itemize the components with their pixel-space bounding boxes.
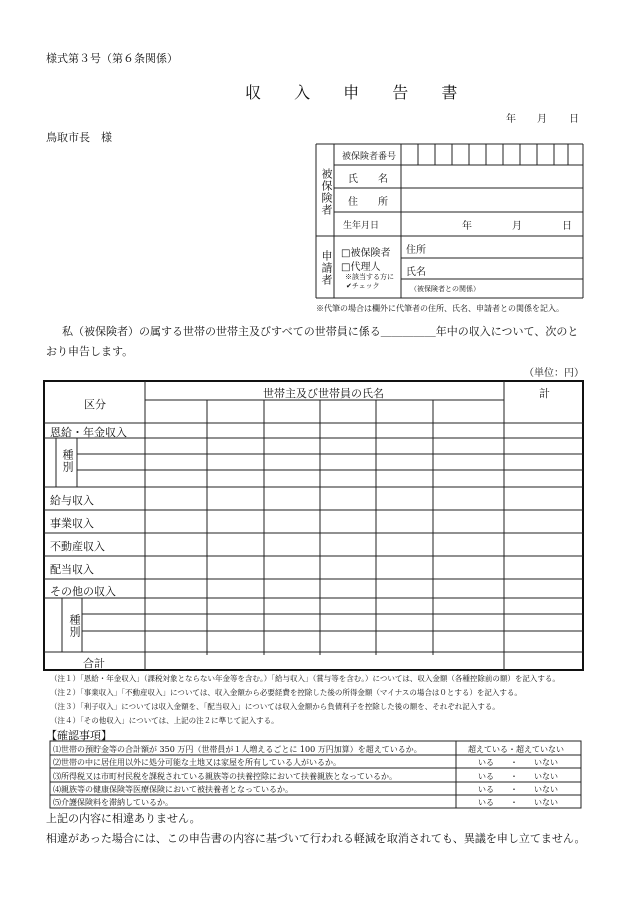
check-note-2: ✔チェック: [346, 282, 380, 290]
birth-year: 年: [462, 221, 472, 232]
confirm-question-5: ⑸介護保険料を滞納しているか。: [53, 798, 173, 807]
statement-part-2: 年中の収入について、次のと: [435, 325, 579, 338]
insured-vertical-label: 被保険者: [320, 168, 333, 216]
insured-address-label: 住 所: [348, 197, 388, 208]
insured-name-label: 氏 名: [348, 174, 388, 185]
row-salary: 給与収入: [50, 494, 94, 507]
header-category: 区分: [84, 398, 106, 411]
row-type-b: 種別: [68, 614, 81, 638]
confirm-answer-5[interactable]: いる ・ いない: [478, 798, 558, 807]
note-1: （注１）「恩給・年金収入」（課税対象とならない年金等を含む。）「給与収入」（賞与等を含む。）については、収入金額（各種控除前の額）を記入する。: [50, 674, 560, 683]
row-type-a: 種別: [61, 449, 74, 473]
row-total: 合計: [83, 657, 105, 670]
confirm-question-1: ⑴世帯の預貯金等の合計額が 350 万円（世帯員が１人増えるごとに 100 万円加算）を超えているか。: [53, 745, 422, 754]
checkbox-insured[interactable]: □被保険者: [341, 248, 391, 259]
row-pension: 恩給・年金収入: [50, 426, 127, 439]
insured-number-label: 被保険者番号: [342, 152, 397, 162]
form-number: 様式第３号（第６条関係）: [46, 52, 178, 65]
note-4: （注４）「その他収入」については、上記の注２に準じて記入する。: [50, 716, 279, 725]
addressee: 鳥取市長 様: [46, 131, 112, 144]
applicant-address-label: 住所: [406, 245, 426, 256]
relation-label: （被保険者との関係）: [410, 285, 480, 293]
closing-line-1: 上記の内容に相違ありません。: [46, 812, 201, 825]
note-3: （注３）「利子収入」については収入金額を、「配当収入」については収入金額から負債利子を控除した後の額を、それぞれ記入する。: [50, 702, 500, 711]
row-dividend: 配当収入: [50, 563, 94, 576]
confirm-heading: 【確認事項】: [46, 729, 112, 742]
confirm-question-3: ⑶所得税又は市町村民税を課税されている親族等の扶養控除において扶養親族となっているか。: [53, 772, 397, 781]
statement-year-blank: ＿＿＿＿＿: [380, 325, 436, 338]
confirm-answer-2[interactable]: いる ・ いない: [478, 758, 558, 767]
unit-label: （単位：円）: [524, 368, 584, 379]
statement-part-1: 私（被保険者）の属する世帯の世帯主及びすべての世帯員に係る: [62, 325, 381, 338]
agent-note: ※代筆の場合は欄外に代筆者の住所、氏名、申請者との関係を記入。: [316, 304, 564, 313]
confirm-answer-4[interactable]: いる ・ いない: [478, 785, 558, 794]
note-2: （注２）「事業収入」「不動産収入」については、収入金額から必要経費を控除した後の所得金額（マイナスの場合は０とする）を記入する。: [50, 688, 522, 697]
header-members: 世帯主及び世帯員の氏名: [263, 387, 384, 400]
applicant-name-label: 氏名: [406, 267, 426, 278]
confirm-answer-1[interactable]: 超えている・超えていない: [468, 745, 564, 754]
date-month: 月: [537, 114, 547, 125]
row-other: その他の収入: [50, 585, 116, 598]
birth-month: 月: [512, 221, 522, 232]
closing-line-2: 相違があった場合には、この申告書の内容に基づいて行われる軽減を取消されても、異議を申し立てません。: [46, 832, 586, 845]
check-note-1: ※該当する方に: [345, 273, 394, 281]
page-title: 収 入 申 告 書: [245, 83, 472, 102]
applicant-vertical-label: 申請者: [320, 250, 333, 286]
date-year: 年: [506, 114, 516, 125]
confirm-question-4: ⑷親族等の健康保険等医療保険において被扶養者となっているか。: [53, 785, 293, 794]
confirm-answer-3[interactable]: いる ・ いない: [478, 772, 558, 781]
confirm-question-2: ⑵世帯の中に居住用以外に処分可能な土地又は家屋を所有している人がいるか。: [53, 758, 341, 767]
birthdate-label: 生年月日: [343, 221, 380, 231]
row-business: 事業収入: [50, 517, 94, 530]
birth-day: 日: [562, 221, 572, 232]
header-total: 計: [539, 387, 550, 400]
date-day: 日: [569, 114, 579, 125]
statement-line-2: おり申告します。: [46, 345, 134, 358]
row-real-estate: 不動産収入: [50, 540, 105, 553]
checkbox-agent[interactable]: □代理人: [341, 262, 381, 273]
